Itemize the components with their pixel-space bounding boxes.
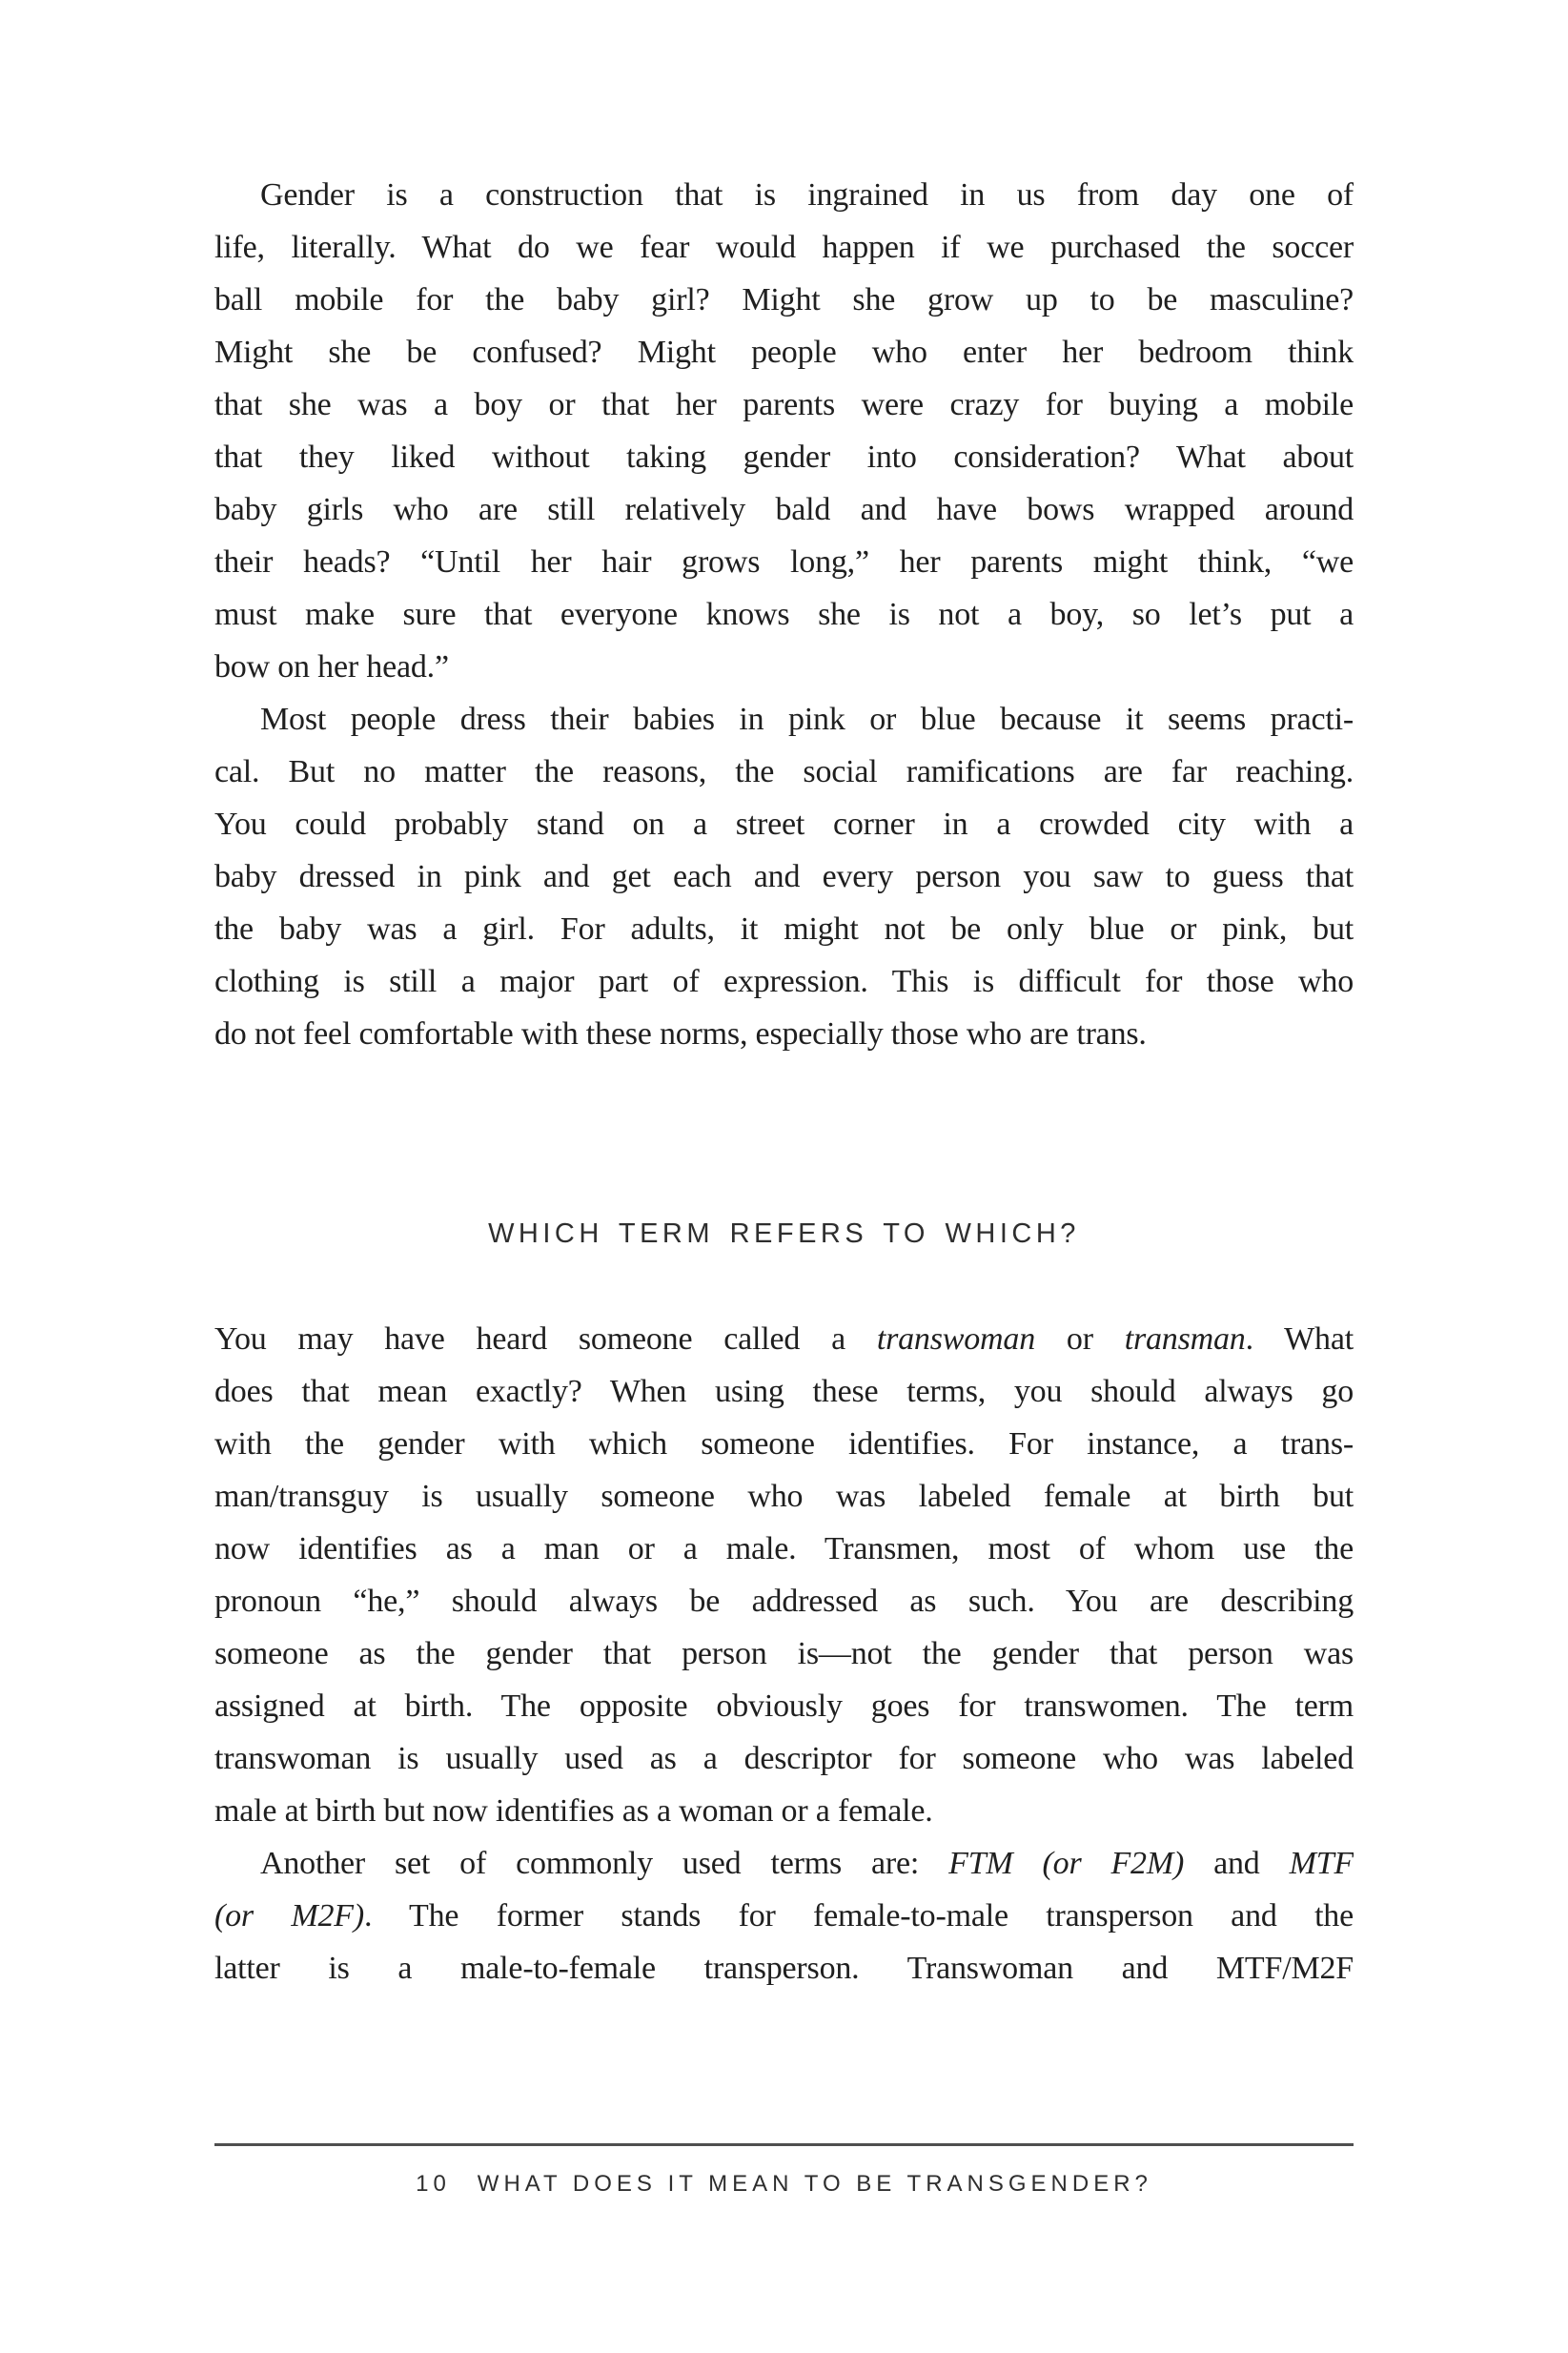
text-line bbox=[214, 221, 1354, 274]
text-run: their heads? “Until her hair grows long,” her parents might think, “we bbox=[214, 544, 1354, 580]
text-run: life, literally. What do we fear would happen if we purchased the soccer bbox=[214, 230, 1354, 265]
text-run: . What bbox=[1245, 1321, 1354, 1357]
text-line bbox=[214, 1008, 1354, 1060]
paragraph bbox=[214, 1837, 1354, 1995]
text-run: ball mobile for the baby girl? Might she grow up to be masculine? bbox=[214, 282, 1354, 317]
text-line bbox=[214, 1627, 1354, 1680]
text-run: male at birth but now identifies as a woman or a female. bbox=[214, 1793, 933, 1829]
text-run: do not feel comfortable with these norms, especially those who are trans. bbox=[214, 1016, 1147, 1052]
text-line bbox=[214, 483, 1354, 536]
text-line bbox=[214, 1470, 1354, 1523]
text-run: . The former stands for female-to-male transperson and the bbox=[363, 1898, 1354, 1934]
text-run: bow on her head.” bbox=[214, 649, 449, 685]
section-heading: WHICH TERM REFERS TO WHICH? bbox=[488, 1218, 1080, 1249]
text-run: does that mean exactly? When using these terms, you should always go bbox=[214, 1374, 1354, 1409]
text-line bbox=[214, 536, 1354, 588]
text-line bbox=[214, 903, 1354, 955]
text-line bbox=[214, 693, 1354, 746]
text-run: latter is a male-to-female transperson. Transwoman and MTF/M2F bbox=[214, 1951, 1354, 1986]
text-line bbox=[214, 746, 1354, 798]
text-run: baby dressed in pink and get each and every person you saw to guess that bbox=[214, 859, 1354, 894]
page-number: 10 bbox=[416, 2171, 451, 2197]
text-run: transwoman is usually used as a descriptor for someone who was labeled bbox=[214, 1741, 1354, 1776]
text-line bbox=[214, 326, 1354, 379]
text-line bbox=[214, 1365, 1354, 1418]
italic-text-run: MTF bbox=[1289, 1846, 1354, 1881]
text-run: cal. But no matter the reasons, the social ramifications are far reaching. bbox=[214, 754, 1354, 789]
text-run: that they liked without taking gender into consideration? What about bbox=[214, 440, 1354, 475]
text-line bbox=[214, 1785, 1354, 1837]
italic-text-run: FTM (or F2M) bbox=[948, 1846, 1185, 1881]
text-line bbox=[214, 1890, 1354, 1942]
text-run: baby girls who are still relatively bald and have bows wrapped around bbox=[214, 492, 1354, 527]
paragraph bbox=[214, 693, 1354, 1060]
text-line bbox=[214, 641, 1354, 693]
page-footer bbox=[214, 2143, 1354, 2199]
text-line bbox=[214, 431, 1354, 483]
italic-text-run: transman bbox=[1124, 1321, 1246, 1357]
text-run: that she was a boy or that her parents were crazy for buying a mobile bbox=[214, 387, 1354, 422]
italic-text-run: (or M2F) bbox=[214, 1898, 364, 1934]
paragraph bbox=[214, 169, 1354, 693]
page-body bbox=[214, 169, 1354, 1995]
text-line bbox=[214, 588, 1354, 641]
text-run: must make sure that everyone knows she is not a boy, so let’s put a bbox=[214, 597, 1354, 632]
text-run: You could probably stand on a street corner in a crowded city with a bbox=[214, 807, 1354, 842]
text-run: or bbox=[1035, 1321, 1125, 1357]
text-run: Another set of commonly used terms are: bbox=[260, 1846, 949, 1881]
running-footer bbox=[214, 2170, 1354, 2199]
footer-rule bbox=[214, 2143, 1354, 2146]
text-run: now identifies as a man or a male. Transmen, most of whom use the bbox=[214, 1531, 1354, 1566]
text-run: assigned at birth. The opposite obviously goes for transwomen. The term bbox=[214, 1688, 1354, 1724]
text-line bbox=[214, 1523, 1354, 1575]
text-run: Gender is a construction that is ingrained in us from day one of bbox=[260, 177, 1354, 213]
paragraph bbox=[214, 1313, 1354, 1837]
text-line bbox=[214, 379, 1354, 431]
text-run: Might she be confused? Might people who enter her bedroom think bbox=[214, 335, 1354, 370]
text-line bbox=[214, 169, 1354, 221]
text-line bbox=[214, 274, 1354, 326]
text-run: the baby was a girl. For adults, it might not be only blue or pink, but bbox=[214, 911, 1354, 947]
text-run: You may have heard someone called a bbox=[214, 1321, 877, 1357]
text-line bbox=[214, 955, 1354, 1008]
text-line bbox=[214, 1732, 1354, 1785]
text-run: pronoun “he,” should always be addressed as such. You are describing bbox=[214, 1584, 1354, 1619]
text-run: with the gender with which someone identifies. For instance, a trans- bbox=[214, 1426, 1354, 1462]
text-run: clothing is still a major part of expression. This is difficult for those who bbox=[214, 964, 1354, 999]
text-line bbox=[214, 1313, 1354, 1365]
text-run: man/transguy is usually someone who was labeled female at birth but bbox=[214, 1479, 1354, 1514]
paragraph-group-top bbox=[214, 169, 1354, 1060]
text-line bbox=[214, 850, 1354, 903]
text-line bbox=[214, 798, 1354, 850]
text-line bbox=[214, 1942, 1354, 1995]
text-run: Most people dress their babies in pink or blue because it seems practi- bbox=[260, 702, 1354, 737]
text-line bbox=[214, 1418, 1354, 1470]
text-run: and bbox=[1184, 1846, 1290, 1881]
text-line bbox=[214, 1680, 1354, 1732]
text-line bbox=[214, 1837, 1354, 1890]
running-title: WHAT DOES IT MEAN TO BE TRANSGENDER? bbox=[477, 2171, 1152, 2197]
paragraph-group-bottom bbox=[214, 1313, 1354, 1995]
text-run: someone as the gender that person is—not the gender that person was bbox=[214, 1636, 1354, 1671]
italic-text-run: transwoman bbox=[876, 1321, 1036, 1357]
text-line bbox=[214, 1575, 1354, 1627]
